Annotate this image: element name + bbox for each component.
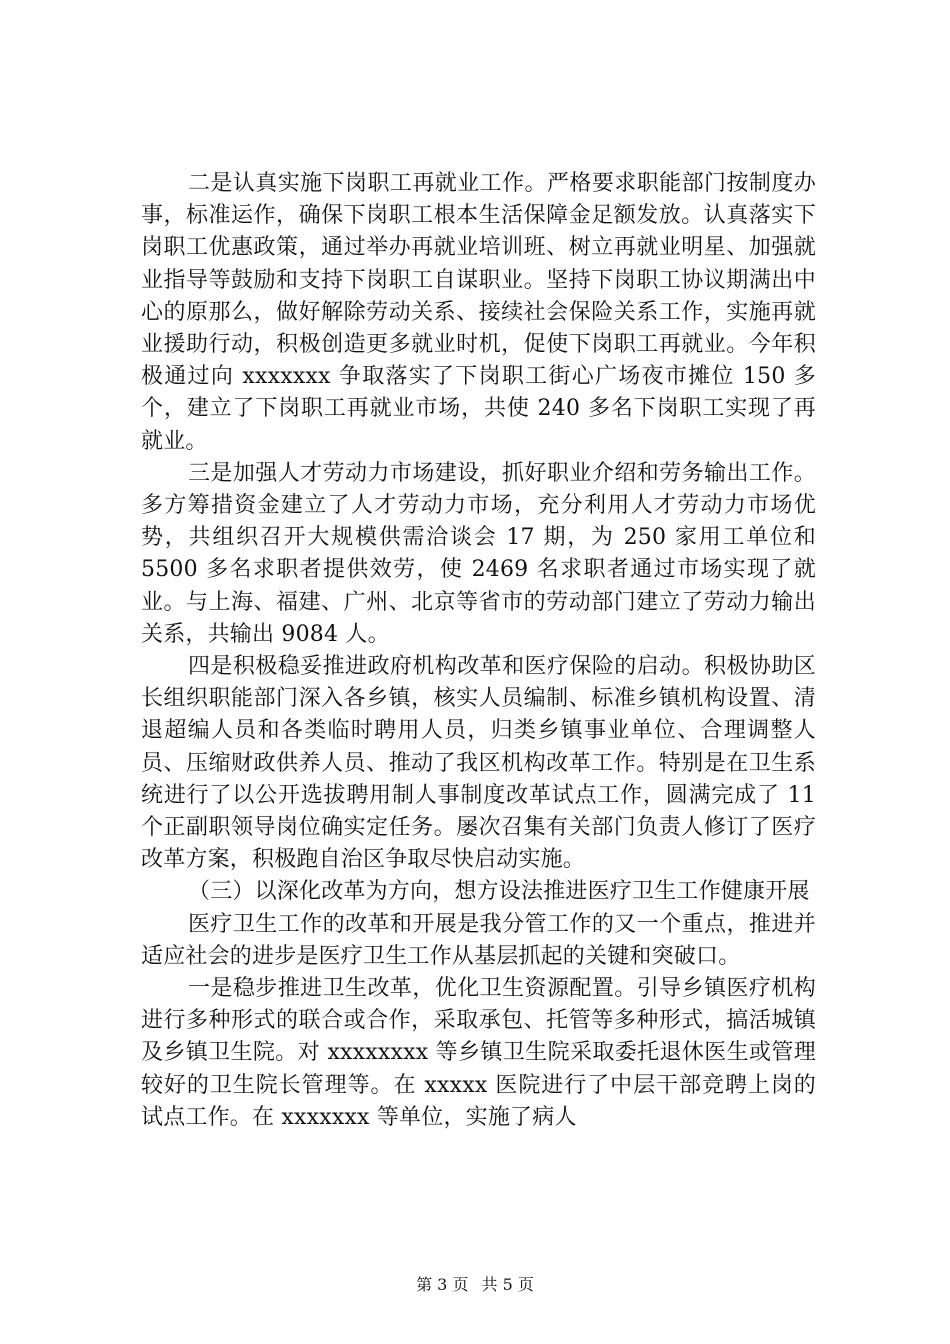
paragraph-health-resource: 一是稳步推进卫生改革，优化卫生资源配置。引导乡镇医疗机构进行多种形式的联合或合作，采取承包、托管等多种形式，搞活城镇及乡镇卫生院。对 xxxxxxxx 等乡镇卫生院采取委托退休医生或管理较好的卫生院长管理等。在 xxxxx 医院进行了中层干部竞聘上岗的试点工作。在 xxxxxxx 等单位，实施了病人 — [141, 976, 816, 1130]
page-number: 第 3 页 — [416, 1275, 469, 1294]
paragraph-labor-market: 三是加强人才劳动力市场建设，抓好职业介绍和劳务输出工作。多方筹措资金建立了人才劳动力市场，充分利用人才劳动力市场优势，共组织召开大规模供需洽谈会 17 期，为 250 家用工单位和 5500 多名求职者提供效劳，使 2469 名求职者通过市场实现了就业。与上海、福建、广州、北京等省市的劳动部门建立了劳动力输出关系，共输出 9084 人。 — [141, 460, 816, 647]
page-total: 共 5 页 — [481, 1275, 534, 1294]
section-heading-medical-reform: （三）以深化改革为方向，想方设法推进医疗卫生工作健康开展 — [188, 879, 810, 905]
paragraph-reemployment: 二是认真实施下岗职工再就业工作。严格要求职能部门按制度办事，标准运作，确保下岗职工根本生活保障金足额发放。认真落实下岗职工优惠政策，通过举办再就业培训班、树立再就业明星、加强就业指导等鼓励和支持下岗职工自谋职业。坚持下岗职工协议期满出中心的原那么，做好解除劳动关系、接续社会保险关系工作，实施再就业援助行动，积极创造更多就业时机，促使下岗职工再就业。今年积极通过向 xxxxxxx 争取落实了下岗职工街心广场夜市摊位 150 多个，建立了下岗职工再就业市场，共使 240 多名下岗职工实现了再就业。 — [141, 171, 816, 454]
paragraph-medical-overview: 医疗卫生工作的改革和开展是我分管工作的又一个重点，推进并适应社会的进步是医疗卫生工作从基层抓起的关键和突破口。 — [141, 911, 816, 969]
paragraph-institutional-reform: 四是积极稳妥推进政府机构改革和医疗保险的启动。积极协助区长组织职能部门深入各乡镇，核实人员编制、标准乡镇机构设置、清退超编人员和各类临时聘用人员，归类乡镇事业单位、合理调整人员、压缩财政供养人员、推动了我区机构改革工作。特别是在卫生系统进行了以公开选拔聘用制人事制度改革试点工作，圆满完成了 11 个正副职领导岗位确实定任务。屡次召集有关部门负责人修订了医疗改革方案，积极跑自治区争取尽快启动实施。 — [141, 654, 816, 873]
document-body — [141, 168, 816, 1134]
page-footer — [0, 1272, 950, 1295]
